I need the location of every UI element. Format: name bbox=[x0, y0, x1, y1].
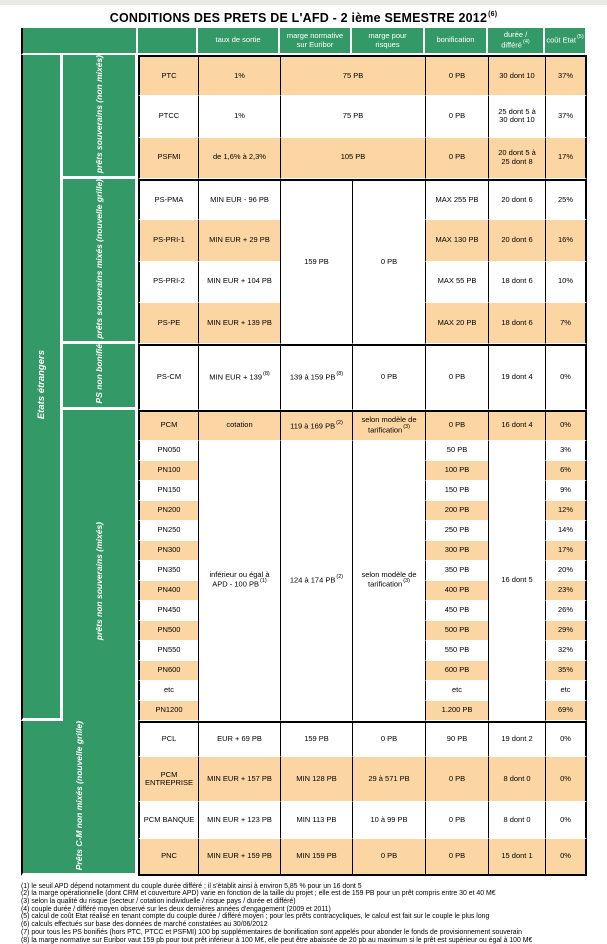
table-cell: MIN EUR + 159 PB bbox=[198, 839, 280, 876]
table-cell: 0 PB bbox=[352, 179, 425, 344]
table-cell: cotation bbox=[198, 410, 280, 441]
table-cell: 3% bbox=[545, 441, 587, 461]
table-cell: 19 dont 2 bbox=[488, 721, 545, 758]
footnote-ref: (1) bbox=[259, 578, 267, 585]
table-cell: 20 dont 6 bbox=[488, 220, 545, 261]
table-cell: 159 PB bbox=[280, 721, 352, 758]
table-cell: 25% bbox=[545, 179, 587, 220]
footnote-ref: (8) bbox=[336, 371, 344, 378]
vertical-label-text: prêts souverains (non mixés) bbox=[93, 55, 104, 174]
table-cell: 300 PB bbox=[425, 541, 488, 561]
group-label-etats-etrangers bbox=[21, 55, 63, 721]
table-cell: 16% bbox=[545, 220, 587, 261]
table-cell: 35% bbox=[545, 661, 587, 681]
table-cell: 550 PB bbox=[425, 641, 488, 661]
footnote-ref: (4) bbox=[522, 38, 530, 45]
table-cell: 17% bbox=[545, 138, 587, 179]
row-label: PN300 bbox=[138, 541, 198, 561]
footnote-ref: (8) bbox=[263, 371, 270, 378]
group-label-prets-non-souverains-mixes bbox=[63, 410, 138, 758]
table-cell: MIN 113 PB bbox=[280, 802, 352, 839]
table-cell: 124 à 174 PB$^{(2)}$ bbox=[280, 441, 352, 721]
table-cell: MIN EUR + 104 PB bbox=[198, 262, 280, 303]
table-cell: 0 PB bbox=[425, 96, 488, 137]
header-row bbox=[21, 28, 587, 55]
table-cell: MAX 55 PB bbox=[425, 262, 488, 303]
footnote: (1) le seuil APD dépend notamment du couple durée différé ; il s'établit ainsi à environ 5,85 % pour un 16 dont 5 bbox=[21, 882, 362, 890]
table-cell: 16 dont 5 bbox=[488, 441, 545, 721]
table-cell: 1% bbox=[198, 96, 280, 137]
col-header-taux-de-sortie: taux de sortie bbox=[198, 28, 280, 55]
table-cell: 37% bbox=[545, 55, 587, 96]
col-header-marge-pour-risques: marge pour risques bbox=[352, 28, 425, 55]
table-cell: MIN 159 PB bbox=[280, 839, 352, 876]
table-cell: 7% bbox=[545, 303, 587, 344]
row-label: PN100 bbox=[138, 461, 198, 481]
table-cell: 0% bbox=[545, 802, 587, 839]
table-cell: 29 à 571 PB bbox=[352, 757, 425, 802]
table-cell: 10% bbox=[545, 262, 587, 303]
row-label: PN450 bbox=[138, 601, 198, 621]
table-cell: etc bbox=[425, 681, 488, 701]
row-label: PN500 bbox=[138, 621, 198, 641]
table-cell: 18 dont 6 bbox=[488, 303, 545, 344]
footnote-ref: (3) bbox=[403, 578, 410, 585]
table-cell: 250 PB bbox=[425, 521, 488, 541]
table-cell: 0 PB bbox=[425, 55, 488, 96]
table-cell: MAX 130 PB bbox=[425, 220, 488, 261]
table-cell: 25 dont 5 à 30 dont 10 bbox=[488, 96, 545, 137]
table-cell: 69% bbox=[545, 701, 587, 721]
group-label-prets-souverains-non-mixes bbox=[63, 55, 138, 179]
table-cell: 150 PB bbox=[425, 481, 488, 501]
table-cell: 0 PB bbox=[425, 138, 488, 179]
row-label: PCM BANQUE bbox=[138, 802, 198, 839]
table-cell: 32% bbox=[545, 641, 587, 661]
table-cell: 37% bbox=[545, 96, 587, 137]
page-title-sup: (6) bbox=[488, 10, 498, 18]
table-cell: 105 PB bbox=[280, 138, 425, 179]
table-cell: MIN 128 PB bbox=[280, 757, 352, 802]
page-title bbox=[0, 11, 607, 25]
table-cell: 0 PB bbox=[352, 344, 425, 409]
table-cell: MIN EUR + 29 PB bbox=[198, 220, 280, 261]
conditions-table bbox=[21, 28, 587, 876]
table-cell: 1.200 PB bbox=[425, 701, 488, 721]
table-cell: 500 PB bbox=[425, 621, 488, 641]
col-header-bonification: bonification bbox=[425, 28, 488, 55]
table-cell: 450 PB bbox=[425, 601, 488, 621]
table-cell: etc bbox=[545, 681, 587, 701]
table-cell: 0% bbox=[545, 410, 587, 441]
row-label: PN600 bbox=[138, 661, 198, 681]
col-header-marge-normative: marge normative sur Euribor bbox=[280, 28, 352, 55]
table-cell: MAX 255 PB bbox=[425, 179, 488, 220]
table-cell: 1% bbox=[198, 55, 280, 96]
table-cell: 0% bbox=[545, 721, 587, 758]
row-label: etc bbox=[138, 681, 198, 701]
footnote: (7) pour tous les PS bonifiés (hors PTC, PTCC et PSFMI) 100 bp supplémentaires de bonification sont appelés pour abonder le fonds de provisionnement souverain bbox=[21, 928, 522, 936]
table-cell: 12% bbox=[545, 501, 587, 521]
row-label: PTC bbox=[138, 55, 198, 96]
vertical-label-text: Prêts C-M non mixés (nouvelle grille) bbox=[73, 720, 84, 870]
row-label: PCM bbox=[138, 410, 198, 441]
table-cell: 75 PB bbox=[280, 55, 425, 96]
table-cell: 200 PB bbox=[425, 501, 488, 521]
row-label: PS-PRI-2 bbox=[138, 262, 198, 303]
row-label: PS-PRI-1 bbox=[138, 220, 198, 261]
table-cell: 0 PB bbox=[352, 839, 425, 876]
table-cell: 0 PB bbox=[425, 410, 488, 441]
table-cell: 350 PB bbox=[425, 561, 488, 581]
table-cell: 17% bbox=[545, 541, 587, 561]
table-cell: 0 PB bbox=[425, 757, 488, 802]
footnote-ref: (5) bbox=[576, 34, 584, 41]
row-ps-cm bbox=[21, 344, 587, 409]
row-label: PN050 bbox=[138, 441, 198, 461]
row-label: PN250 bbox=[138, 521, 198, 541]
footnote: (6) calculs effectués sur base des données de marché constatées au 30/06/2012 bbox=[21, 921, 268, 929]
group-label-ps-non-bonifie bbox=[63, 344, 138, 409]
footnotes bbox=[21, 883, 587, 944]
table-cell: 0 PB bbox=[352, 721, 425, 758]
table-cell: 159 PB bbox=[280, 179, 352, 344]
row-pcl bbox=[21, 721, 587, 758]
row-label: PN150 bbox=[138, 481, 198, 501]
table-cell: 26% bbox=[545, 601, 587, 621]
vertical-label-text: Etats étrangers bbox=[35, 350, 47, 420]
row-label: PN400 bbox=[138, 581, 198, 601]
scan-artifact-strip bbox=[0, 0, 607, 5]
table-cell: 8 dont 0 bbox=[488, 802, 545, 839]
table-cell: MIN EUR + 139 PB bbox=[198, 303, 280, 344]
footnote-ref: (2) bbox=[336, 574, 344, 580]
header-corner-name bbox=[138, 28, 198, 55]
table-cell: MAX 20 PB bbox=[425, 303, 488, 344]
table-cell: 14% bbox=[545, 521, 587, 541]
table-cell: 6% bbox=[545, 461, 587, 481]
table-cell: 50 PB bbox=[425, 441, 488, 461]
table-cell: 10 à 99 PB bbox=[352, 802, 425, 839]
group-label-prets-souverains-mixes bbox=[63, 179, 138, 344]
table-cell: MIN EUR + $139^{(8)}$ bbox=[198, 344, 280, 409]
table-cell: de 1,6% à 2,3% bbox=[198, 138, 280, 179]
table-cell: 100 PB bbox=[425, 461, 488, 481]
row-pcm bbox=[21, 410, 587, 441]
row-label: PN350 bbox=[138, 561, 198, 581]
page-title-text: CONDITIONS DES PRETS DE L'AFD - 2 ième SEMESTRE 2012 bbox=[109, 11, 488, 25]
table-cell: 9% bbox=[545, 481, 587, 501]
table-cell: 0 PB bbox=[425, 802, 488, 839]
row-label: PS-CM bbox=[138, 344, 198, 409]
table-cell: 20 dont 5 à 25 dont 8 bbox=[488, 138, 545, 179]
table-cell: selon modèle de tarification$^{(3)}$ bbox=[352, 441, 425, 721]
table-cell: 15 dont 1 bbox=[488, 839, 545, 876]
table-cell: 30 dont 10 bbox=[488, 55, 545, 96]
table-cell: 90 PB bbox=[425, 721, 488, 758]
footnote: (3) selon la qualité du risque (secteur / cotation individuelle / risque pays / durée et différé) bbox=[21, 898, 296, 905]
footnote: (4) couple durée / différé moyen observé sur les deux dernières années d'engagement (2009 et 2011) bbox=[21, 905, 331, 913]
table-cell: MIN EUR - 96 PB bbox=[198, 179, 280, 220]
vertical-label-text: prêts souverains mixés (nouvelle grille) bbox=[93, 178, 104, 339]
table-cell: 400 PB bbox=[425, 581, 488, 601]
footnote-ref: (3) bbox=[403, 423, 410, 430]
table-cell: 8 dont 0 bbox=[488, 757, 545, 802]
table-cell: 18 dont 6 bbox=[488, 262, 545, 303]
footnote: (5) calcul de coût Etat réalisé en tenant compte du couple durée / différé moyen ; pour les prêts contracycliques, le calcul est fait sur le couple le plus long bbox=[21, 913, 490, 921]
table-cell: 0% bbox=[545, 839, 587, 876]
table-cell: 0 PB bbox=[425, 839, 488, 876]
table-cell: EUR + 69 PB bbox=[198, 721, 280, 758]
col-header-duree-differe: durée / différé$^{(4)}$ bbox=[488, 28, 545, 55]
table-cell: 119 à 169 PB$^{(2)}$ bbox=[280, 410, 352, 441]
row-label: PTCC bbox=[138, 96, 198, 137]
row-label: PN550 bbox=[138, 641, 198, 661]
table-cell: 0 PB bbox=[425, 344, 488, 409]
vertical-label-text: PS non bonifié bbox=[93, 344, 104, 404]
row-label: PNC bbox=[138, 839, 198, 876]
table-cell: inférieur ou égal à APD - 100 PB$^{(1)}$ bbox=[198, 441, 280, 721]
table-cell: 29% bbox=[545, 621, 587, 641]
table-cell: 0% bbox=[545, 344, 587, 409]
table-cell: selon modèle de tarification$^{(3)}$ bbox=[352, 410, 425, 441]
table-cell: 23% bbox=[545, 581, 587, 601]
row-label: PS-PE bbox=[138, 303, 198, 344]
table-cell: 0% bbox=[545, 757, 587, 802]
table-cell: 600 PB bbox=[425, 661, 488, 681]
footnote: (2) la marge opérationnelle (dont CRM et couverture APD) varie en fonction de la taille du projet ; elle est de 159 PB pour un prêt compris entre 30 et 40 M€ bbox=[21, 890, 496, 898]
row-label: PN1200 bbox=[138, 701, 198, 721]
col-header-cout-etat: coût Etat$^{(5)}$ bbox=[545, 28, 587, 55]
table-cell: 20% bbox=[545, 561, 587, 581]
row-ptc bbox=[21, 55, 587, 96]
group-label-prets-cm-non-mixes bbox=[21, 721, 138, 876]
row-label: PS-PMA bbox=[138, 179, 198, 220]
header-corner-left bbox=[21, 28, 138, 55]
table-cell: 16 dont 4 bbox=[488, 410, 545, 441]
vertical-label-text: prêts non souverains (mixés) bbox=[93, 521, 104, 640]
table-cell: MIN EUR + 157 PB bbox=[198, 757, 280, 802]
row-label: PCM ENTREPRISE bbox=[138, 757, 198, 802]
table-cell: MIN EUR + 123 PB bbox=[198, 802, 280, 839]
footnote-ref: (2) bbox=[336, 419, 343, 426]
table-cell: 139 à 159 PB$^{(8)}$ bbox=[280, 344, 352, 409]
footnote: (8) la marge normative sur Euribor vaut 159 pb pour tout prêt inférieur à 100 M€, elle peut être abaissée de 20 pb au maximum si le prêt est supérieur ou égal à 100 M€ bbox=[21, 936, 533, 944]
table-cell: 75 PB bbox=[280, 96, 425, 137]
table-cell: 20 dont 6 bbox=[488, 179, 545, 220]
conditions-table-body bbox=[21, 28, 587, 876]
row-ps-pma bbox=[21, 179, 587, 220]
row-label: PSFMI bbox=[138, 138, 198, 179]
row-label: PCL bbox=[138, 721, 198, 758]
row-label: PN200 bbox=[138, 501, 198, 521]
table-cell: 19 dont 4 bbox=[488, 344, 545, 409]
